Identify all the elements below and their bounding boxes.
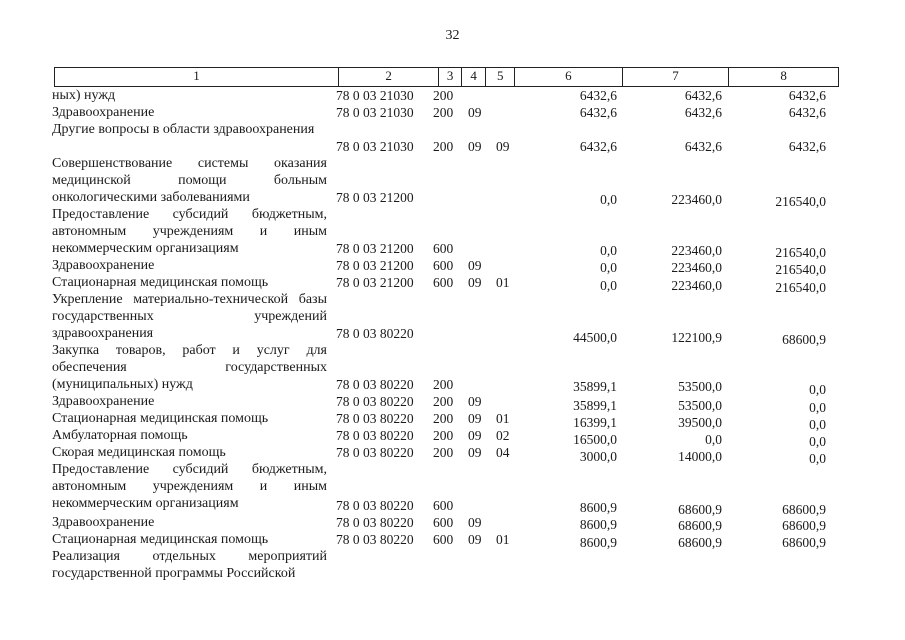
- row-name: Здравоохранение: [52, 515, 155, 530]
- row-value-7: 68600,9: [678, 535, 722, 550]
- row-value-7: 53500,0: [678, 379, 722, 394]
- row-value-6: 6432,6: [579, 139, 617, 154]
- row-code: 78 0 03 80220: [336, 428, 414, 443]
- row-expense-type: 200: [433, 445, 454, 460]
- row-value-8: 68600,9: [782, 502, 826, 517]
- row-value-7: 6432,6: [684, 88, 722, 103]
- row-expense-type: 600: [433, 275, 454, 290]
- row-value-7: 68600,9: [678, 502, 722, 517]
- row-expense-type: 600: [433, 498, 454, 513]
- row-name: Здравоохранение: [52, 258, 155, 273]
- row-expense-type: 600: [433, 258, 454, 273]
- row-value-6: 6432,6: [579, 88, 617, 103]
- row-name: Другие вопросы в области здравоохранения: [52, 122, 315, 137]
- row-value-7: 223460,0: [671, 243, 722, 258]
- row-code: 78 0 03 80220: [336, 411, 414, 426]
- row-value-7: 223460,0: [671, 278, 722, 293]
- page-number: 32: [445, 28, 460, 43]
- row-subsection: 01: [496, 532, 510, 547]
- row-code: 78 0 03 21200: [336, 258, 414, 273]
- row-value-6: 35899,1: [573, 379, 617, 394]
- column-header-6: 6: [515, 68, 623, 87]
- row-value-8: 216540,0: [775, 194, 826, 209]
- column-header-3: 3: [439, 68, 462, 87]
- row-value-8: 68600,9: [782, 518, 826, 533]
- row-value-8: 216540,0: [775, 262, 826, 277]
- row-name: Реализация отдельных мероприятий государственной программы Российской: [52, 549, 327, 581]
- row-value-6: 6432,6: [579, 105, 617, 120]
- row-subsection: 01: [496, 275, 510, 290]
- row-name: Предоставление субсидий бюджетным, автономным учреждениям и иным некоммерческим организациям: [52, 462, 327, 511]
- row-value-8: 0,0: [809, 382, 826, 397]
- row-code: 78 0 03 21200: [336, 241, 414, 256]
- row-expense-type: 200: [433, 428, 454, 443]
- row-value-6: 8600,9: [579, 517, 617, 532]
- row-code: 78 0 03 21200: [336, 190, 414, 205]
- row-section: 09: [468, 139, 482, 154]
- row-value-8: 0,0: [809, 417, 826, 432]
- row-section: 09: [468, 105, 482, 120]
- row-value-6: 44500,0: [573, 330, 617, 345]
- row-expense-type: 200: [433, 105, 454, 120]
- row-code: 78 0 03 80220: [336, 498, 414, 513]
- row-expense-type: 600: [433, 241, 454, 256]
- row-value-7: 6432,6: [684, 105, 722, 120]
- row-expense-type: 600: [433, 515, 454, 530]
- row-name: Совершенствование системы оказания медицинской помощи больным онкологическими заболеваниями: [52, 156, 327, 205]
- column-header-5: 5: [486, 68, 515, 87]
- row-expense-type: 200: [433, 377, 454, 392]
- row-name: Амбулаторная помощь: [52, 428, 188, 443]
- row-subsection: 09: [496, 139, 510, 154]
- row-section: 09: [468, 258, 482, 273]
- row-value-8: 216540,0: [775, 245, 826, 260]
- row-name: Закупка товаров, работ и услуг для обеспечения государственных (муниципальных) нужд: [52, 343, 327, 392]
- row-value-6: 16500,0: [573, 432, 617, 447]
- row-value-8: 68600,9: [782, 535, 826, 550]
- column-header-7: 7: [622, 68, 729, 87]
- row-name: Стационарная медицинская помощь: [52, 411, 269, 426]
- column-header-1: 1: [55, 68, 339, 87]
- row-value-8: 68600,9: [782, 332, 826, 347]
- row-value-8: 216540,0: [775, 280, 826, 295]
- row-value-8: 6432,6: [788, 88, 826, 103]
- row-section: 09: [468, 394, 482, 409]
- row-value-7: 223460,0: [671, 260, 722, 275]
- row-value-6: 3000,0: [579, 449, 617, 464]
- row-expense-type: 200: [433, 411, 454, 426]
- row-value-6: 35899,1: [573, 398, 617, 413]
- row-value-6: 16399,1: [573, 415, 617, 430]
- row-name: ных) нужд: [52, 88, 116, 103]
- row-value-7: 223460,0: [671, 192, 722, 207]
- row-value-8: 6432,6: [788, 139, 826, 154]
- row-code: 78 0 03 21030: [336, 88, 414, 103]
- row-name: Здравоохранение: [52, 105, 155, 120]
- row-code: 78 0 03 80220: [336, 515, 414, 530]
- row-code: 78 0 03 21030: [336, 139, 414, 154]
- row-code: 78 0 03 80220: [336, 394, 414, 409]
- row-name: Скорая медицинская помощь: [52, 445, 226, 460]
- column-header-8: 8: [729, 68, 839, 87]
- row-expense-type: 600: [433, 532, 454, 547]
- row-value-7: 0,0: [705, 432, 722, 447]
- row-section: 09: [468, 445, 482, 460]
- row-expense-type: 200: [433, 88, 454, 103]
- row-value-6: 0,0: [600, 278, 617, 293]
- row-value-6: 0,0: [600, 192, 617, 207]
- row-name: Укрепление материально-технической базы государственных учреждений здравоохранения: [52, 292, 327, 341]
- row-section: 09: [468, 275, 482, 290]
- row-section: 09: [468, 411, 482, 426]
- row-value-7: 6432,6: [684, 139, 722, 154]
- row-subsection: 01: [496, 411, 510, 426]
- row-value-7: 39500,0: [678, 415, 722, 430]
- row-code: 78 0 03 80220: [336, 445, 414, 460]
- row-value-8: 0,0: [809, 451, 826, 466]
- row-value-7: 122100,9: [671, 330, 722, 345]
- row-value-6: 0,0: [600, 243, 617, 258]
- row-expense-type: 200: [433, 394, 454, 409]
- row-subsection: 04: [496, 445, 510, 460]
- row-value-6: 8600,9: [579, 500, 617, 515]
- row-code: 78 0 03 21030: [336, 105, 414, 120]
- row-value-7: 68600,9: [678, 518, 722, 533]
- row-value-6: 8600,9: [579, 535, 617, 550]
- row-code: 78 0 03 80220: [336, 326, 414, 341]
- row-expense-type: 200: [433, 139, 454, 154]
- row-value-8: 0,0: [809, 434, 826, 449]
- row-code: 78 0 03 80220: [336, 377, 414, 392]
- row-section: 09: [468, 428, 482, 443]
- row-section: 09: [468, 515, 482, 530]
- row-value-7: 53500,0: [678, 398, 722, 413]
- row-value-8: 6432,6: [788, 105, 826, 120]
- row-name: Стационарная медицинская помощь: [52, 275, 269, 290]
- row-name: Здравоохранение: [52, 394, 155, 409]
- row-value-6: 0,0: [600, 260, 617, 275]
- row-value-7: 14000,0: [678, 449, 722, 464]
- row-name: Стационарная медицинская помощь: [52, 532, 269, 547]
- column-header-4: 4: [461, 68, 486, 87]
- row-value-8: 0,0: [809, 400, 826, 415]
- row-name: Предоставление субсидий бюджетным, автономным учреждениям и иным некоммерческим организациям: [52, 207, 327, 256]
- row-section: 09: [468, 532, 482, 547]
- row-code: 78 0 03 21200: [336, 275, 414, 290]
- row-subsection: 02: [496, 428, 510, 443]
- row-code: 78 0 03 80220: [336, 532, 414, 547]
- column-header-2: 2: [338, 68, 438, 87]
